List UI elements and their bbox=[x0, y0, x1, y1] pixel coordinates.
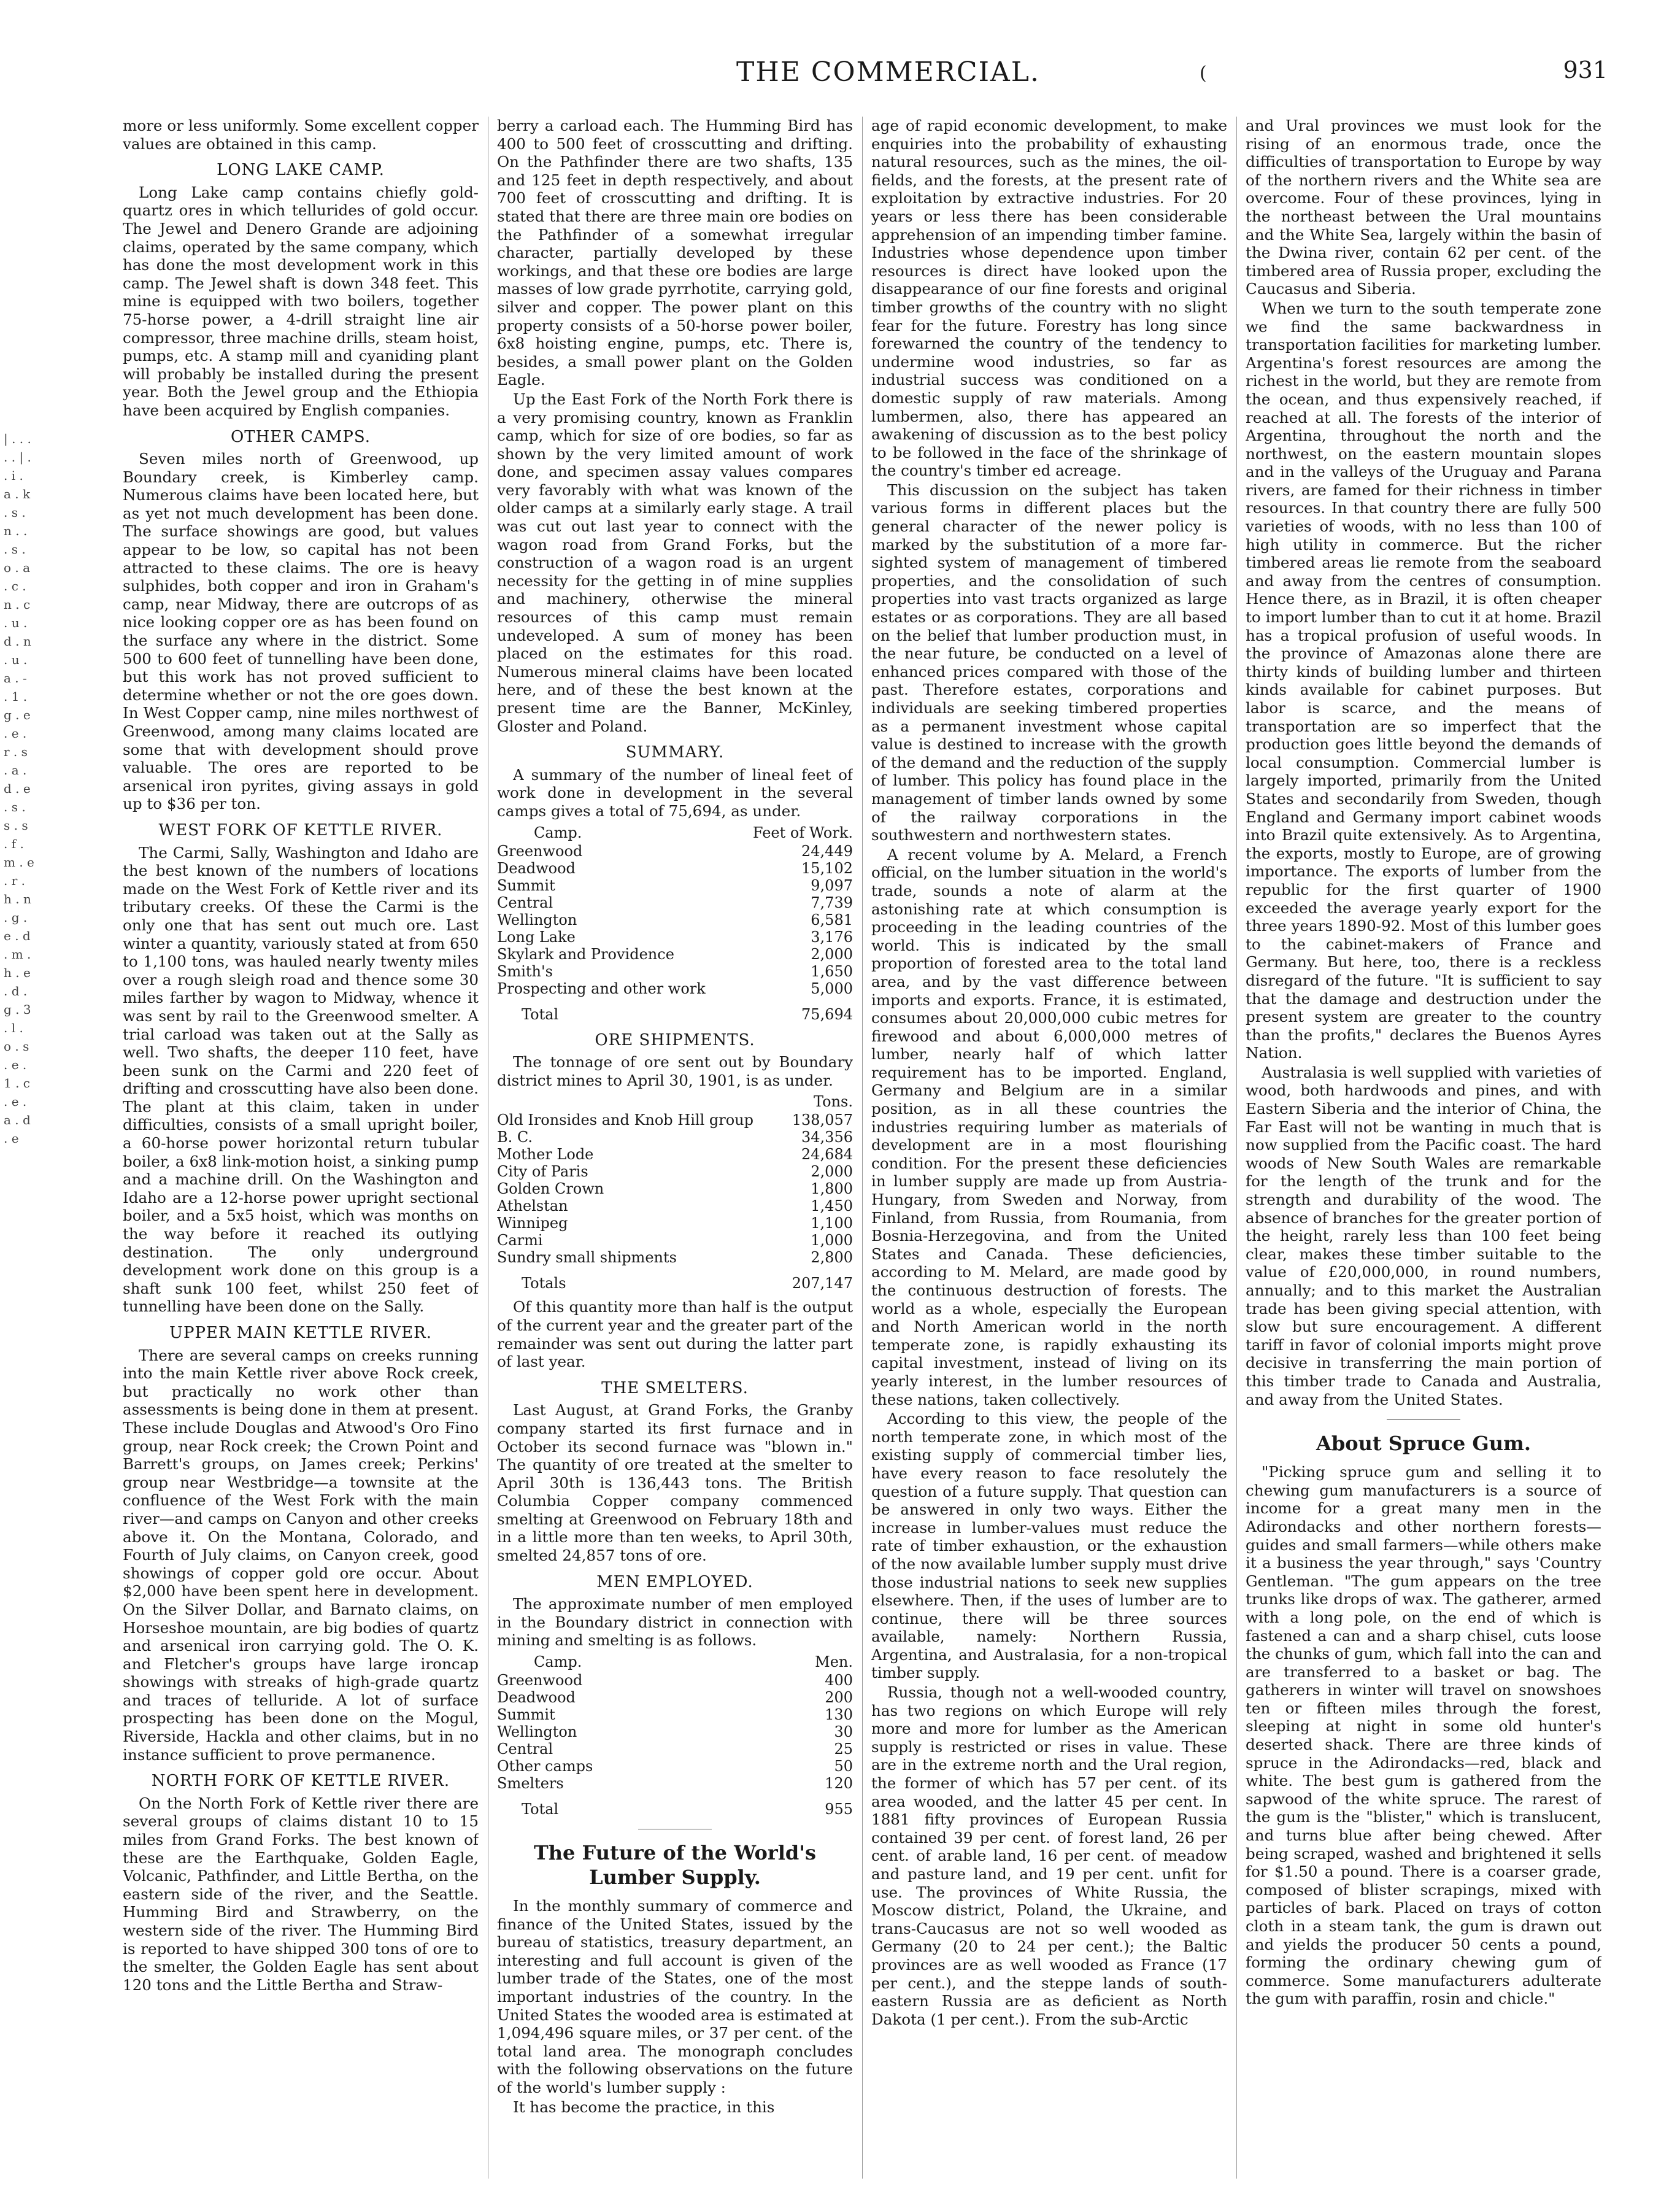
paragraph: A recent volume by A. Melard, a French official, on the lumber situation in the world's trade, sounds a note of alarm at the astonishing rate at which consumption is proceeding in the leading countries of the world. This is indicated by the small proportion of forested area to the total land area, and by the vast difference between imports and exports. France, it is estimated, consumes about 20,000,000 cubic metres for firewood and about 6,000,000 metres of lumber, nearly half of which latter requirement has to be imported. England, Germany and Belgium are in a similar position, as in all these countries the industries requiring lumber as materials of development are in a most flourishing condition. For the present these deficiencies in lumber supply are made up from Austria-Hungary, from Sweden and Norway, from Finland, from Russia, from Roumania, from Bosnia-Herzegovina, and from the United States and Canada. These deficiencies, according to M. Melard, are made good by the continuous destruction of forests. The world as a whole, especially the European and North American world in the north temperate zone, is rapidly exhausting its capital investment, instead of living on its yearly interest, in the lumber resources of these nations, taken collectively. bbox=[871, 845, 1227, 1408]
article-title: About Spruce Gum. bbox=[1316, 1432, 1531, 1456]
article-title: The Future of the World's Lumber Supply. bbox=[533, 1841, 817, 1890]
row-label: Long Lake bbox=[497, 928, 576, 946]
column-1 bbox=[123, 117, 479, 2179]
row-label: Summit bbox=[497, 876, 555, 894]
table-total-row bbox=[497, 1266, 853, 1292]
section-heading: WEST FORK OF KETTLE RIVER. bbox=[158, 820, 443, 840]
table-row bbox=[497, 963, 853, 980]
row-label: Carmi bbox=[497, 1232, 543, 1249]
row-label: Smelters bbox=[497, 1775, 564, 1793]
row-label: Wellington bbox=[497, 1723, 577, 1741]
row-value: 1,450 bbox=[811, 1197, 853, 1215]
divider bbox=[1387, 1419, 1460, 1420]
row-value: 120 bbox=[825, 1775, 853, 1793]
table-row bbox=[497, 1232, 853, 1249]
paragraph: age of rapid economic development, to make enquiries into the probability of exhausting natural resources, such as the mines, the oil-fields, and the forests, at the present rate of exploitation by extractive industries. For 20 years or less there has been considerable apprehension of an impending timber famine. Industries whose dependence upon timber resources is direct have looked upon the disappearance of our fine forests and original timber growths of the country with no slight fear for the future. Forestry has long since forewarned the country of the tendency to undermine wood industries, so far as industrial success was conditioned on a domestic supply of raw materials. Among lumbermen, also, there has appeared an awakening of discussion as to the best policy to be followed in the face of the shrinkage of the country's timber ed acreage. bbox=[871, 117, 1227, 480]
table-header-camp: Camp. bbox=[534, 824, 582, 841]
paragraph: Of this quantity more than half is the output of the current year and the greater part of the remainder was sent out during the latter part of last year. bbox=[497, 1298, 853, 1371]
table-row bbox=[497, 946, 853, 963]
section-heading: LONG LAKE CAMP. bbox=[217, 161, 385, 180]
row-label: Total bbox=[522, 1801, 559, 1818]
table-row bbox=[497, 1197, 853, 1214]
section-heading: OTHER CAMPS. bbox=[230, 427, 371, 446]
table-row bbox=[497, 1672, 853, 1689]
column-4 bbox=[1246, 117, 1601, 2179]
row-value: 1,100 bbox=[811, 1214, 853, 1232]
column-3 bbox=[871, 117, 1227, 2179]
table-row bbox=[497, 1758, 853, 1775]
table-row bbox=[497, 929, 853, 946]
row-label: Prospecting and other work bbox=[497, 979, 706, 997]
table-row bbox=[497, 980, 853, 997]
row-value: 9,097 bbox=[811, 876, 853, 894]
row-label: Mother Lode bbox=[497, 1146, 594, 1164]
row-value: 7,739 bbox=[811, 894, 853, 911]
table-row bbox=[497, 1146, 853, 1163]
paragraph: According to this view, the people of the north temperate zone, in which most of the existing supply of commercial timber lies, have every reason to face resolutely the question of a future supply. That question can be answered in only two ways. Either the increase in lumber-values must reduce the rate of timber exhaustion, or the exhaustion of the now available lumber supply must drive those industrial nations to seek new supplies elsewhere. Then, if the uses of lumber are to continue, there will be three sources available, namely: Northern Russia, Argentina, and Australasia, for a non-tropical timber supply. bbox=[871, 1410, 1227, 1682]
ore-table bbox=[497, 1093, 853, 1292]
section-heading: SUMMARY. bbox=[625, 743, 725, 762]
table-row bbox=[497, 1214, 853, 1232]
row-value: 207,147 bbox=[792, 1275, 853, 1292]
paragraph: and Ural provinces we must look for the rising of an enormous trade, once the difficulties of transportation to Europe by way of the northern rivers and the White sea are overcome. Four of these provinces, lying in the northeast between the Ural mountains and the White Sea, largely within the basin of the Dwina river, contain 62 per cent. of the timbered area of Russia proper, excluding the Caucasus and Siberia. bbox=[1246, 117, 1601, 298]
row-label: Sundry small shipments bbox=[497, 1249, 677, 1267]
paragraph: In the monthly summary of commerce and finance of the United States, issued by the bureau of statistics, treasury department, an interesting and full account is given of the lumber trade of the States, one of the most important industries of the country. In the United States the wooded area is estimated at 1,094,496 square miles, or 37 per cent. of the total land area. The monograph concludes with the following observations on the future of the world's lumber supply : bbox=[497, 1897, 853, 2096]
row-label: Skylark and Providence bbox=[497, 945, 674, 963]
paragraph: The approximate number of men employed in the Boundary district in connection with mining and smelting is as follows. bbox=[497, 1595, 853, 1650]
table-row bbox=[497, 1249, 853, 1266]
row-value: 75,694 bbox=[801, 1005, 853, 1023]
table-row bbox=[497, 1706, 853, 1723]
table-header-row bbox=[497, 824, 853, 843]
paragraph: Last August, at Grand Forks, the Granby company started its first furnace and in October its second furnace was "blown in." The quantity of ore treated at the smelter to April 30th is 136,443 tons. The British Columbia Copper company commenced smelting at Greenwood on February 18th and in a little more than ten weeks, to April 30th, smelted 24,857 tons of ore. bbox=[497, 1401, 853, 1565]
row-label: Wellington bbox=[497, 911, 577, 929]
paragraph: "Picking spruce gum and selling it to chewing gum manufacturers is a source of income for a great many men in the Adirondacks and other northern forests—guides and small farmers—while others make it a business the year through," says 'Country Gentleman. "The gum appears on the tree trunks like drops of wax. The gatherer, armed with a long pole, on the end of which is fastened a can and a sharp chisel, cuts loose the chunks of gum, which fall into the can and are transferred to a basket or bag. The gatherers in winter will travel on snowshoes ten or fifteen miles through the forest, sleeping at night in some old hunter's deserted shack. There are three kinds of spruce in the Adirondacks—red, black and white. The best gum is gathered from the sapwood of the white spruce. The rarest of the gum is the "blister," which is translucent, and turns blue after being chewed. After being scraped, washed and brightened it sells for $1.50 a pound. There is a coarser grade, composed of blister scrapings, mixed with particles of bark. Placed on trays of cotton cloth in a steam tank, the gum is drawn out and yields the producer 50 cents a pound, forming the ordinary chewing gum of commerce. Some manufacturers adulterate the gum with paraffin, rosin and chicle." bbox=[1246, 1463, 1601, 2008]
row-value: 2,000 bbox=[811, 945, 853, 963]
row-value: 1,000 bbox=[811, 1232, 853, 1249]
row-value: 138,057 bbox=[792, 1111, 853, 1129]
table-header-row bbox=[497, 1093, 853, 1111]
row-value: 5,000 bbox=[811, 979, 853, 997]
header-mark: ( bbox=[1200, 63, 1207, 84]
row-value: 50 bbox=[834, 1758, 853, 1775]
bleed-through-margin: | . . . . . | . . i . a . k . s . n . . . s . o . a . c . n . c . u . d . n . u . a . - . 1 . g . e . e . r . s . a . d . e . s . s . s . f . m . e . r . h . n . g . e . d . m . h . e . d . g . 3 . l . o . s . e . 1 . c . e . a . d . e bbox=[4, 431, 34, 1146]
row-label: Total bbox=[522, 1005, 559, 1023]
table-header-camp: Camp. bbox=[534, 1653, 582, 1671]
section-heading: THE SMELTERS. bbox=[601, 1378, 749, 1397]
paragraph: The tonnage of ore sent out by Boundary district mines to April 30, 1901, is as under. bbox=[497, 1053, 853, 1089]
row-label: Other camps bbox=[497, 1758, 593, 1775]
paragraph: When we turn to the south temperate zone we find the same backwardness in transportation facilities for marketing lumber. Argentina's forest resources are among the richest in the world, but they are remote from the ocean, and thus expensively reached, if reached at all. The forests of the interior of Argentina, throughout the north and the northwest, on the eastern mountain slopes and in the valleys of the Uruguay and Parana rivers, are famed for their richness in timber resources. In that country there are fully 500 varieties of woods, with no less than 100 of high utility in commerce. But the richer timbered areas lie remote from the seaboard and away from the centres of consumption. Hence there, as in Brazil, it is often cheaper to import lumber than to cut it at home. Brazil has a tropical profusion of useful woods. In the province of Amazonas alone there are thirty kinds of building lumber and thirteen kinds available for cabinet purposes. But labor is scarce, and the means of transportation are so imperfect that the production goes little beyond the demands of local consumption. Commercial lumber is largely imported, primarily from the United States and secondarily from Sweden, though England and Germany import cabinet woods into Brazil quite extensively. As to Argentina, the exports, mostly to Europe, are of growing importance. The exports of lumber from the republic for the first quarter of 1900 exceeded the average yearly export for the three years 1890-92. Most of this lumber goes to the cabinet-makers of France and Germany. But here, too, there is a reckless disregard of the future. "It is sufficient to say that the damage and destruction under the present system are greater to the country than the profits," declares the Buenos Ayres Nation. bbox=[1246, 299, 1601, 1062]
work-table bbox=[497, 824, 853, 1023]
table-row bbox=[497, 894, 853, 911]
row-label: Totals bbox=[522, 1275, 566, 1292]
row-value: 34,356 bbox=[801, 1129, 853, 1146]
men-table bbox=[497, 1653, 853, 1818]
table-row bbox=[497, 1180, 853, 1197]
paragraph: A summary of the number of lineal feet of work done in development in the several camps gives a total of 75,694, as under. bbox=[497, 765, 853, 820]
row-value: 2,800 bbox=[811, 1249, 853, 1267]
paragraph: berry a carload each. The Humming Bird has 400 to 500 feet of crosscutting and drifting. On the Pathfinder there are two shafts, 135 and 125 feet in depth respectively, and about 700 feet of crosscutting and drifting. It is stated that there are three main ore bodies on the Pathfinder of a somewhat irregular character, partially developed by these workings, and that these ore bodies are large masses of low grade pyrrhotite, carrying gold, silver and copper. The power plant on this property consists of a 50-horse power boiler, 6x8 hoisting engine, pumps, etc. There is, besides, a small power plant on the Golden Eagle. bbox=[497, 117, 853, 389]
row-value: 200 bbox=[825, 1689, 853, 1707]
table-row bbox=[497, 1775, 853, 1792]
row-value: 130 bbox=[825, 1706, 853, 1724]
section-heading: NORTH FORK OF KETTLE RIVER. bbox=[151, 1772, 450, 1791]
table-row bbox=[497, 1111, 853, 1129]
table-row bbox=[497, 843, 853, 860]
table-row bbox=[497, 1163, 853, 1180]
table-row bbox=[497, 860, 853, 877]
row-label: Greenwood bbox=[497, 842, 583, 860]
row-label: Deadwood bbox=[497, 859, 576, 877]
paragraph: Long Lake camp contains chiefly gold-quartz ores in which tellurides of gold occur. The Jewel and Denero Grande are adjoining claims, operated by the same company, which has done the most development work in this camp. The Jewel shaft is down 348 feet. This mine is equipped with two boilers, together 75-horse power, a 4-drill straight line air compressor, three machine drills, steam hoist, pumps, etc. A stamp mill and cyaniding plant will probably be installed during the present year. Both the Jewel group and the Ethiopia have been acquired by English companies. bbox=[123, 183, 479, 419]
row-label: Old Ironsides and Knob Hill group bbox=[497, 1111, 753, 1129]
row-label: Smith's bbox=[497, 962, 553, 980]
table-row bbox=[497, 911, 853, 929]
row-value: 1,800 bbox=[811, 1180, 853, 1198]
section-heading: MEN EMPLOYED. bbox=[596, 1572, 753, 1591]
table-row bbox=[497, 1723, 853, 1740]
row-value: 15,102 bbox=[801, 859, 853, 877]
table-header-unit: Feet of Work. bbox=[752, 824, 853, 841]
paragraph: It has become the practice, in this bbox=[513, 2098, 775, 2116]
row-value: 2,000 bbox=[811, 1163, 853, 1181]
section-heading: UPPER MAIN KETTLE RIVER. bbox=[169, 1324, 432, 1342]
page-title: THE COMMERCIAL. bbox=[736, 56, 1040, 88]
table-row bbox=[497, 1129, 853, 1146]
table-header-row bbox=[497, 1653, 853, 1672]
row-label: City of Paris bbox=[497, 1163, 588, 1181]
row-value: 30 bbox=[834, 1723, 853, 1741]
row-label: Deadwood bbox=[497, 1689, 576, 1707]
page-header bbox=[123, 0, 1608, 92]
column-2 bbox=[497, 117, 853, 2179]
paragraph: Australasia is well supplied with varieties of wood, both hardwoods and pines, and with Eastern Siberia and the interior of China, the Far East will not be wanting in much that is now supplied from the Pacific coast. The hard woods of New South Wales are remarkable for the length of the trunk and for the strength and durability of the wood. The absence of branches for the greater portion of the height, rarely less than 100 feet being clear, makes these timber suitable to the value of £20,000,000, in round numbers, annually; and to this market the Australian trade has been giving special attention, with slow but sure encouragement. A different tariff in favor of colonial imports might prove decisive in transferring the main portion of this timber trade to Canada and Australia, and away from the United States. bbox=[1246, 1063, 1601, 1408]
column-rule bbox=[862, 117, 863, 2179]
paragraph: more or less uniformly. Some excellent copper values are obtained in this camp. bbox=[123, 117, 479, 153]
row-label: Winnipeg bbox=[497, 1214, 568, 1232]
table-header-unit: Tons. bbox=[814, 1093, 853, 1111]
row-value: 24,684 bbox=[801, 1146, 853, 1164]
column-rule bbox=[1236, 117, 1237, 2179]
row-value: 955 bbox=[825, 1801, 853, 1818]
paragraph: Seven miles north of Greenwood, up Boundary creek, is Kimberley camp. Numerous claims have been located here, but as yet not much development has been done. The surface showings are good, but values appear to be low, so capital has not been attracted to these claims. The ore is heavy sulphides, both copper and iron in Graham's camp, near Midway, there are outcrops of as nice looking copper ore as has been found on the surface any where in the district. Some 500 to 600 feet of tunnelling have been done, but this work has not proved sufficient to determine whether or not the ore goes down. In West Copper camp, nine miles northwest of Greenwood, among many claims located are some that with development should prove valuable. The ores are reported to be arsenical iron pyrites, giving assays in gold up to $36 per ton. bbox=[123, 450, 479, 813]
page-number: 931 bbox=[1563, 56, 1608, 83]
paragraph: Up the East Fork of the North Fork there is a very promising country, known as Franklin camp, which for size of ore bodies, so far as shown by the very limited amount of work done, and specimen assay values compares very favorably with what was known of the older camps at a similarly early stage. A trail was cut out last year to connect with the wagon road from Grand Forks, but the construction of a wagon road is an urgent necessity for the getting in of mine supplies and machinery, otherwise the mineral resources of this camp must remain undeveloped. A sum of money has been placed on the estimates for this road. Numerous mineral claims have been located here, and of these the best known at the present time are the Banner, McKinley, Gloster and Poland. bbox=[497, 390, 853, 735]
row-label: Golden Crown bbox=[497, 1180, 604, 1198]
row-value: 24,449 bbox=[801, 842, 853, 860]
row-label: Greenwood bbox=[497, 1672, 583, 1689]
paragraph: This discussion on the subject has taken various forms in different places but the general character of the newer policy is marked by the substitution of a more far-sighted system of management of timbered properties, and the consolidation of such properties into vast tracts organized as large estates or as corporations. They are all based on the belief that lumber production must, in the near future, be conducted on a level of enhanced prices compared with those of the past. Therefore estates, corporations and individuals are seeking timbered properties as a permanent investment whose capital value is destined to increase with the growth of the demand and the reduction of the supply of lumber. This policy has found place in the management of timber lands owned by some of the railway corporations in the southwestern and northwestern states. bbox=[871, 481, 1227, 844]
table-row bbox=[497, 1740, 853, 1758]
row-value: 25 bbox=[834, 1740, 853, 1758]
table-header-unit: Men. bbox=[815, 1653, 853, 1671]
row-value: 6,581 bbox=[811, 911, 853, 929]
table-total-row bbox=[497, 997, 853, 1023]
table-row bbox=[497, 877, 853, 894]
row-label: Central bbox=[497, 894, 553, 911]
paragraph: On the North Fork of Kettle river there are several groups of claims distant 10 to 15 miles from Grand Forks. The best known of these are the Earthquake, Golden Eagle, Volcanic, Pathfinder, and Little Bertha, on the eastern side of the river, and the Seattle. Humming Bird and Strawberry, on the western side of the river. The Humming Bird is reported to have shipped 300 tons of ore to the smelter, the Golden Eagle has sent about 120 tons and the Little Bertha and Straw- bbox=[123, 1794, 479, 1994]
paragraph: The Carmi, Sally, Washington and Idaho are the best known of the numbers of locations made on the West Fork of Kettle river and its tributary creeks. Of these the Carmi is the only one that has sent out much ore. Last winter a quantity, variously stated at from 650 to 1,100 tons, was hauled nearly twenty miles over a rough sleigh road and thence some 30 miles farther by wagon to Midway, whence it was sent by rail to the Greenwood smelter. A trial carload was taken out at the Sally as well. Two shafts, the deeper 110 feet, have been sunk on the Carmi and 220 feet of drifting and crosscutting have also been done. The plant at this claim, taken in under difficulties, consists of a small upright boiler, a 60-horse power horizontal return tubular boiler, a 6x8 link-motion hoist, a sinking pump and a machine drill. On the Washington and Idaho are a 12-horse power upright sectional boiler, and a 5x5 hoist, which was months on the way before it reached its outlying destination. The only underground development work done on this group is a shaft sunk 100 feet, whilst 250 feet of tunnelling have been done on the Sally. bbox=[123, 843, 479, 1316]
row-label: B. C. bbox=[497, 1129, 533, 1146]
paragraph: There are several camps on creeks running into the main Kettle river above Rock creek, but practically no work other than assessments is being done in them at present. These include Douglas and Atwood's Oro Fino group, near Rock creek; the Crown Point and Barrett's groups, on James creek; Perkins' group near Westbridge—a townsite at the confluence of the West Fork with the main river—and camps on Canyon and other creeks above it. On the Montana, Colorado, and Fourth of July claims, on Canyon creek, good showings of copper gold ore occur. About $2,000 have been spent here in development. On the Silver Dollar, and Barnato claims, on Horseshoe mountain, are big bodies of quartz and arsenical iron carrying gold. The O. K. and Fletcher's groups have large ironcap showings with streaks of high-grade quartz and traces of telluride. A lot of surface prospecting has been done on the Mogul, Riverside, Hackla and other claims, but in no instance sufficient to prove permanence. bbox=[123, 1346, 479, 1764]
row-value: 400 bbox=[825, 1672, 853, 1689]
table-total-row bbox=[497, 1792, 853, 1818]
section-heading: ORE SHIPMENTS. bbox=[595, 1030, 755, 1049]
row-label: Athelstan bbox=[497, 1197, 568, 1215]
table-row bbox=[497, 1689, 853, 1706]
row-value: 1,650 bbox=[811, 962, 853, 980]
row-value: 3,176 bbox=[811, 928, 853, 946]
row-label: Central bbox=[497, 1740, 553, 1758]
paragraph: Russia, though not a well-wooded country, has two regions on which Europe will rely more and more for lumber as the American supply is restricted or rises in value. These are in the extreme north and the Ural region, the former of which has 57 per cent. of its area wooded, and the latter 45 per cent. In 1881 fifty provinces of European Russia contained 39 per cent. of forest land, 26 per cent. of arable land, 16 per cent. of meadow and pasture land, and 19 per cent. unfit for use. The provinces of White Russia, the Moscow district, Poland, the Ukraine, and trans-Caucasus are not so well wooded as Germany (20 to 24 per cent.); the Baltic provinces are as well wooded as France (17 per cent.), and the steppe lands of south-eastern Russia are as deficient as North Dakota (1 per cent.). From the sub-Arctic bbox=[871, 1683, 1227, 2028]
row-label: Summit bbox=[497, 1706, 555, 1724]
